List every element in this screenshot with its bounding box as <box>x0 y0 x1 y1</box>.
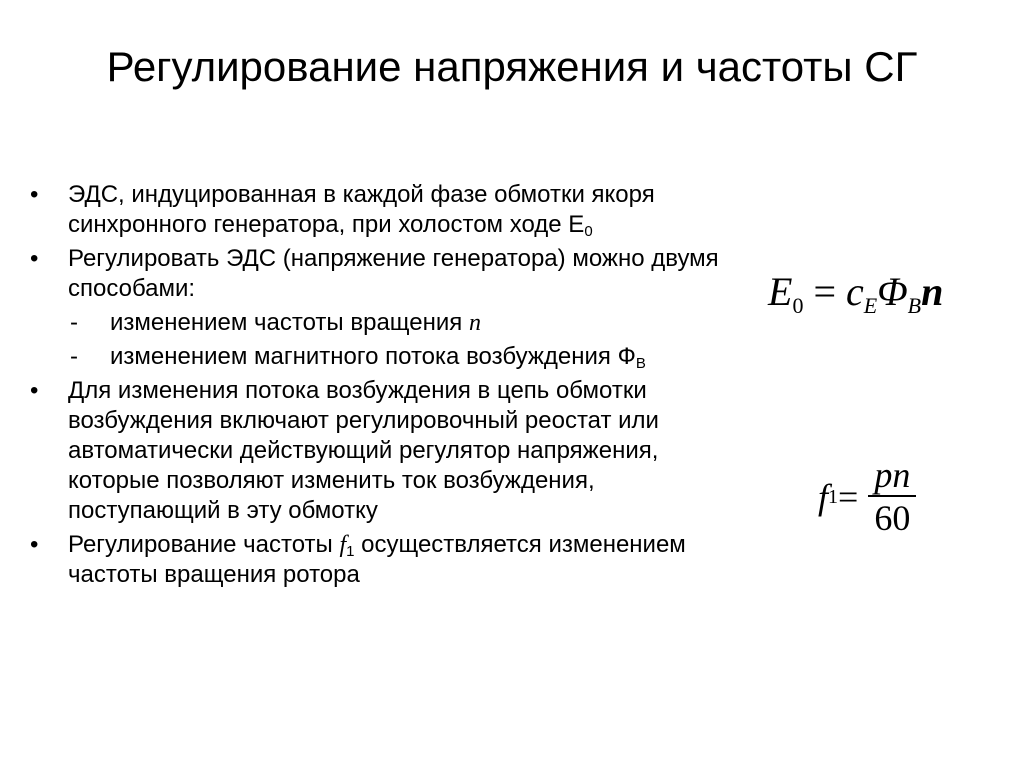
formula-c: c <box>846 269 864 314</box>
bullet-item-excitation <box>30 376 750 526</box>
bullet-mark: • <box>30 245 39 272</box>
bullet-subscript: 0 <box>584 223 593 240</box>
bullet-item-frequency <box>30 530 750 590</box>
formula-phi: Φ <box>877 269 908 314</box>
variable-f-subscript: 1 <box>346 543 355 560</box>
bullet-mark: • <box>30 377 39 404</box>
sub-item-text: изменением частоты вращения <box>110 309 469 336</box>
slide-content <box>30 180 750 594</box>
bullet-mark: • <box>30 181 39 208</box>
formula-phi-subscript: B <box>907 293 922 318</box>
formula-equals: = <box>838 477 859 517</box>
sub-item-text: изменением магнитного потока возбуждения Ф <box>110 343 636 370</box>
dash-mark: - <box>70 309 78 336</box>
bullet-text-continued: осуществляется изменением частоты вращения ротора <box>68 531 686 588</box>
bullet-text: Регулировать ЭДС (напряжение генератора) можно двумя способами: <box>68 245 719 302</box>
formula-f: f <box>818 477 829 517</box>
fraction-denominator: 60 <box>874 498 911 538</box>
sub-item-magnetic-flux <box>30 342 750 372</box>
dash-mark: - <box>70 343 78 370</box>
bullet-item-emf <box>30 180 750 240</box>
bullet-text: Регулирование частоты <box>68 531 340 558</box>
variable-n: n <box>468 310 481 336</box>
formula-n: n <box>921 269 944 314</box>
fraction <box>868 455 916 539</box>
frequency-formula: f 1 = $\frac{pn}{60}$ <box>818 455 916 539</box>
emf-formula <box>768 268 944 318</box>
variable-f: f <box>339 532 347 558</box>
sub-item-subscript: В <box>635 355 646 372</box>
bullet-item-regulation-methods <box>30 244 750 304</box>
formula-E: E <box>768 269 793 314</box>
sub-item-rotation-speed <box>30 308 750 338</box>
slide-title: Регулирование напряжения и частоты СГ <box>106 43 918 90</box>
fraction-numerator: pn <box>874 455 911 495</box>
bullet-text: ЭДС, индуцированная в каждой фазе обмотки якоря синхронного генератора, при холостом ходе Е <box>68 181 655 238</box>
bullet-mark: • <box>30 531 39 558</box>
formula-equals: = <box>803 269 846 314</box>
bullet-text: Для изменения потока возбуждения в цепь обмотки возбуждения включают регулировочный реостат или автоматически действующий регулятор напряжения, которые позволяют изменить ток возбуждения, поступающий в эту обмотку <box>68 377 659 524</box>
formula-c-subscript: E <box>863 293 878 318</box>
formula-E-subscript: 0 <box>792 293 804 318</box>
